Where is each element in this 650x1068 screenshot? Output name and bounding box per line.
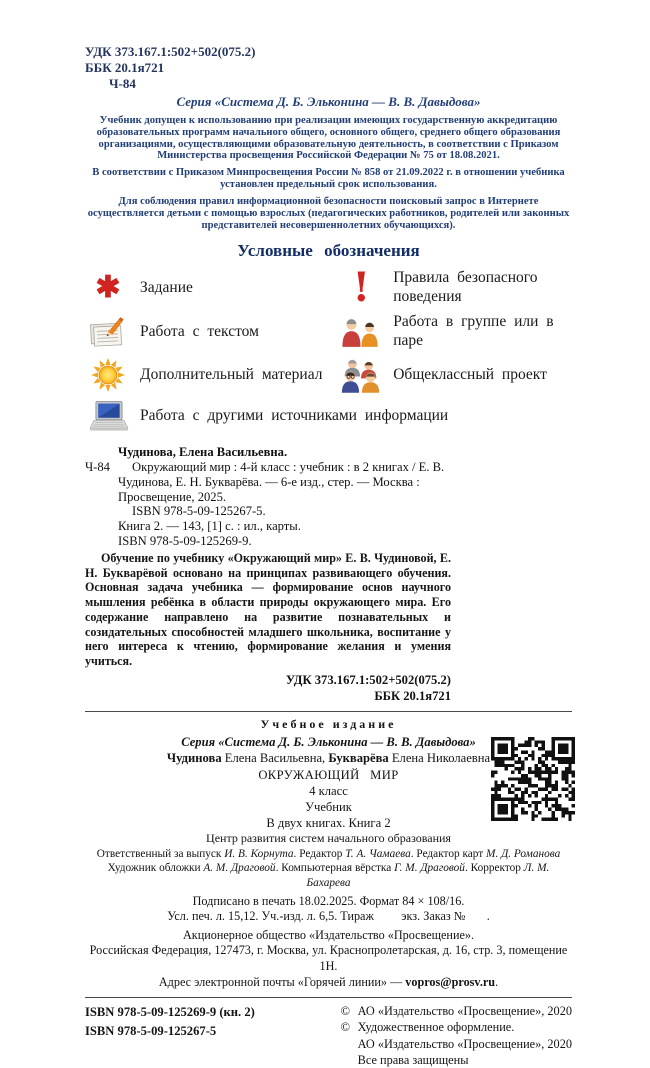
biblio-isbn-book2: ISBN 978-5-09-125269-9. <box>118 534 252 549</box>
bbk-code: ББК 20.1я721 <box>85 59 165 75</box>
hotline-email-line: Адрес электронной почты «Горячей линии» — vopros@prosv.ru. <box>158 974 499 989</box>
biblio-author-header: Чудинова, Елена Васильевна. <box>118 444 288 459</box>
bbk-code-bottom: ББК 20.1я721 <box>374 689 451 704</box>
book-title: ОКРУЖАЮЩИЙ МИР <box>258 767 399 782</box>
udk-code: УДК 373.167.1:502+502(075.2) <box>85 44 256 59</box>
footer <box>85 1003 572 1068</box>
notebook-pencil-icon <box>85 316 131 348</box>
legend-item-text-work <box>85 310 338 354</box>
legend-label: Работа в группе или в паре <box>393 313 554 350</box>
legend-label: Правила безопасного поведения <box>393 269 538 306</box>
copyright-line: АО «Издательство «Просвещение», 2020 <box>357 1036 572 1051</box>
publisher-name: Акционерное общество «Издательство «Просвещение». <box>182 927 475 942</box>
approval-paragraph-2: В соответствии с Приказом Минпросвещения России № 858 от 21.09.2022 г. в отношении учебника установлен предельный срок использования. <box>92 167 565 191</box>
biblio-book2-line: Книга 2. — 143, [1] с. : ил., карты. <box>118 519 301 534</box>
imprint-block <box>85 717 572 990</box>
legend-label: Дополнительный материал <box>140 365 323 383</box>
book-grade: 4 класс <box>309 783 348 798</box>
copyright-line: Художественное оформление. <box>357 1020 515 1035</box>
copyright-line: Все права защищены <box>357 1052 469 1067</box>
biblio-entry <box>85 459 451 505</box>
footer-isbn-book2: ISBN 978-5-09-125269-9 (кн. 2) <box>85 1005 255 1020</box>
approval-paragraph-3: Для соблюдения правил информационной безопасности поисковый запрос в Интернете осуществляется детьми с помощью взрослых (педагогических работников, родителей или законных представителей несовершеннолетних обучающихся). <box>87 196 570 232</box>
copyright-symbol: © <box>340 1004 350 1019</box>
bibliographic-card <box>85 445 451 704</box>
udk-bbk-right <box>85 672 451 704</box>
udk-code-bottom: УДК 373.167.1:502+502(075.2) <box>285 672 451 687</box>
copyright-symbol <box>341 1036 358 1052</box>
legend-item-other-sources <box>85 397 572 436</box>
legend-item-pair-work <box>338 310 572 354</box>
legend-item-class-project <box>338 354 572 397</box>
legend-item-extra-material <box>85 354 338 397</box>
legend-item-safety-rules <box>338 266 572 310</box>
footer-copyright-block <box>341 1003 572 1068</box>
footer-rule <box>85 997 572 998</box>
biblio-entry-text: Окружающий мир : 4-й класс : учебник : в 2 книгах / Е. В. Чудинова, Е. Н. Букварёва. — 6-е изд., стер. — Москва : Просвещение, 2025. <box>118 459 445 504</box>
imprint-series: Серия «Система Д. Б. Эльконина — В. В. Давыдова» <box>181 734 476 749</box>
exclamation-icon: ! <box>352 264 371 312</box>
asterisk-icon: ✱ <box>95 271 121 305</box>
pair-people-icon <box>338 317 384 348</box>
edition-type: Учебное издание <box>260 717 397 732</box>
footer-isbn-set: ISBN 978-5-09-125267-5 <box>85 1024 217 1039</box>
divider-rule <box>85 711 572 712</box>
copyright-symbol <box>341 1052 358 1068</box>
print-info <box>85 894 572 925</box>
copyright-symbol: © <box>340 1020 350 1035</box>
publisher-address: Российская Федерация, 127473, г. Москва, ул. Краснопролетарская, д. 16, стр. 3, помещение 1Н. <box>89 943 568 973</box>
sun-icon <box>85 357 131 393</box>
copyright-line: АО «Издательство «Просвещение», 2020 <box>357 1004 572 1019</box>
biblio-author-code: Ч-84 <box>85 459 110 474</box>
qr-code <box>489 737 577 821</box>
annotation: Обучение по учебнику «Окружающий мир» Е. В. Чудиновой, Е. Н. Букварёвой основано на принципах развивающего обучения. Основная задача учебника — формирование основ научного мышления ребёнка в области природы окружающего мира. Его содержание направлено на развитие познавательных и созидательных способностей младшего школьника, воспитание у него интереса к чтению, формирование желания и умения учиться. <box>85 550 451 669</box>
credits-line-2: Художник обложки А. М. Драговой. Компьютерная вёрстка Г. М. Драговой. Корректор Л. М. Бахарева <box>107 862 550 889</box>
footer-isbn-block <box>85 1003 255 1041</box>
development-center: Центр развития систем начального образования <box>206 831 451 846</box>
legend-label: Общеклассный проект <box>393 365 547 383</box>
publisher-info <box>85 928 572 990</box>
print-volume-order: Усл. печ. л. 15,12. Уч.-изд. л. 6,5. Тираж экз. Заказ № . <box>167 909 490 924</box>
book-subtitle: Учебник <box>305 799 352 814</box>
imprint-authors: Чудинова Елена Васильевна, Букварёва Елена Николаевна <box>166 750 491 765</box>
legend-label: Работа с другими источниками информации <box>140 406 449 424</box>
group-people-icon <box>338 357 384 394</box>
legend-title: Условные обозначения <box>237 241 420 261</box>
legend-label: Задание <box>140 278 193 296</box>
author-sign-code: Ч-84 <box>109 75 136 91</box>
credits-line-1: Ответственный за выпуск И. В. Корнута. Редактор Т. А. Чамаева. Редактор карт М. Д. Романова <box>96 847 561 860</box>
approval-paragraph-1: Учебник допущен к использованию при реализации имеющих государственную аккредитацию образовательных программ начального общего, основного общего, среднего общего образования организациями, осуществляющими образовательную деятельность, в соответствии с Приказом Министерства просвещения Российской Федерации № 75 от 18.08.2021. <box>96 114 561 162</box>
series-line: Серия «Система Д. Б. Эльконина — В. В. Давыдова» <box>176 93 481 109</box>
biblio-isbn-set: ISBN 978-5-09-125267-5. <box>132 504 266 519</box>
legend <box>85 266 572 436</box>
legend-item-task <box>85 266 338 310</box>
book-volume: В двух книгах. Книга 2 <box>266 816 391 831</box>
legend-label: Работа с текстом <box>140 322 259 340</box>
laptop-icon <box>85 400 131 433</box>
catalogue-codes <box>85 44 572 92</box>
print-date-format: Подписано в печать 18.02.2025. Формат 84 × 108/16. <box>192 893 465 908</box>
